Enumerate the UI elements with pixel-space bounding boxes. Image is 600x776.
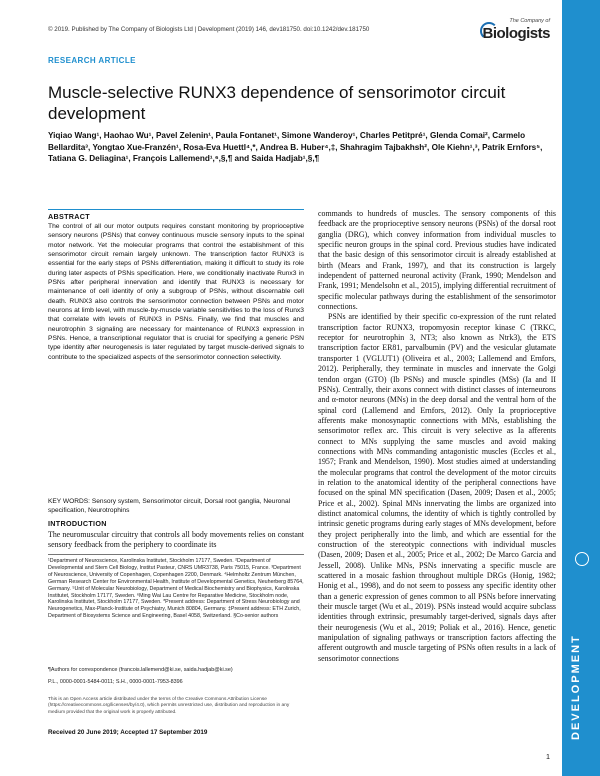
intro-text: The neuromuscular circuitry that controls all body movements relies on constant sensory feedback from the periphery to coordinate its — [48, 530, 304, 550]
affiliations: ¹Department of Neuroscience, Karolinska Institutet, Stockholm 17177, Sweden. ²Department of Developmental and Stem Cell Biology, Institut Pasteur, CNRS UMR3738, Paris 75015, France. ³Department of Neuroscience, University of Copenhagen, Copenhagen 2200, Denmark. ⁴Helmholtz Zentrum München, German Research Center for Environmental Health, Institute of Developmental Genetics, Neuherberg 85764, Germany. ⁵Unit of Molecular Neurobiology, Department of Medical Biochemistry and Biophysics, Karolinska Institutet, Stockholm 17177, Sweden. ⁶Ming Wai Lau Centre for Reparative Medicine, Stockholm node, Karolinska Institutet, Stockholm 17177, Sweden. *Present address: Department of Stress Neurobiology and Neurogenetics, Max-Planck-Institute of Psychiatry, Munich 80804, Germany. ‡Present address: ETH Zurich, Department of Biosystems Science and Engineering, Basel 4058, Switzerland. §Co-senior authors — [48, 558, 304, 620]
open-access-statement: This is an Open Access article distributed under the terms of the Creative Commons Attribution License (https://creativecommons.org/licenses/by/4.0), which permits unrestricted use, distribution and reproduction in any medium provided that the original work is properly attributed. — [48, 697, 290, 715]
logo-big-text: Biologists — [482, 25, 550, 42]
article-type: RESEARCH ARTICLE — [48, 56, 136, 65]
received-dates: Received 20 June 2019; Accepted 17 September 2019 — [48, 729, 208, 736]
orcid-ids[interactable]: P.L., 0000-0001-5484-0011; S.H., 0000-0001-7953-8396 — [48, 679, 183, 685]
abstract-heading: ABSTRACT — [48, 212, 90, 221]
body-paragraph: PSNs are identified by their specific co-expression of the runt related transcription factor RUNX3, tropomyosin receptor kinase C (TRKC, receptor for neurotrophin 3, NT3; also known as Ntrk3), the ETS transcription factor ER81, parvalbumin (PV) and the vesicular glutamate transporter 1 (VGLUT1) (Oliveira et al., 2003; Lallemend and Ernfors, 2012). Peripherally, they terminate in muscles and innervate the Golgi tendon organ (GTO) (Ib PSNs) and muscle spindles (MSs) (Ia and II PSNs). Centrally, their axons connect with distinct classes of interneurons and α-motor neurons (MNs) in the deep dorsal and the ventral horn of the spinal cord (Lallemend and Ernfors, 2012). Only Ia proprioceptive afferents make monosynaptic connections with MNs, establishing the sensorimotor reflex arc. This circuit is very selective as Ia afferents connect to MNs supplying the same muscles and avoid making connections with MNs commanding antagonistic muscles (Eccles et al., 1957; Frank and Mendelson, 1990). Most studies aimed at understanding the molecular programs that control the development of the motor circuits in relation to the anatomical identity of the peripheral connections have focused on the spinal MN specification (Dasen, 2009; Dasen et al., 2005; Price et al., 2002). Spinal MNs innervating the limbs are organized into distinct anatomical columns, the identity of which is tightly controlled by intrinsic genetic programs during early stages of MNs development, before they project peripherally into the limb, and which are essential for the construction of the stereotypic connections with individual muscles (Dasen, 2009; Dasen et al., 2005; Price et al., 2002; De Marco Garcia and Jessell, 2008). Unlike MNs, PSNs innervating a specific muscle are scattered in a mosaic fashion throughout multiple DRGs (Honig, 1982; Honig et al., 1998), and do not seem to possess any specific identity other than a generic expression of genes common to all PSNs before innervating their muscle target (Wu et al., 2019). PSNs instead would acquire subclass identities through extrinsic, presumably target-derived, signals days after their neurogenesis (Wu et al., 2019; Poliak et al., 2016). Hence, genetic manipulation of signaling pathways or transcription factors affecting the afferent outgrowth and muscle targeting of PSNs often results in a lack of sensorimotor connections — [318, 312, 556, 663]
abstract-text: The control of all our motor outputs requires constant monitoring by proprioceptive sensory neurons (PSNs) that convey continuous muscle sensory inputs to the spinal motor network. Yet the molecular programs that control the establishment of this sensorimotor circuit remain largely unknown. The transcription factor RUNX3 is essential for the early steps of PSNs differentiation, making it difficult to study its role during later aspects of PSNs specification. Here, we conditionally inactivate Runx3 in PSNs after peripheral innervation and identify that RUNX3 is necessary for maintenance of cell identity of only a subgroup of PSNs, without discernable cell death. RUNX3 also controls the sensorimotor connection between PSNs and motor neurons at limb level, with muscle-by-muscle variable sensitivities to the loss of Runx3 that correlate with levels of RUNX3 in PSNs. Finally, we find that muscles and neurotrophin 3 signaling are necessary for maintenance of RUNX3 expression in PSNs. Hence, a transcriptional regulator that is crucial for specifying a generic PSN type identity after neurogenesis is later regulated by target muscle-derived signals to contribute to the specialized aspects of the sensorimotor connection selectivity. — [48, 223, 304, 361]
journal-header: © 2019. Published by The Company of Biologists Ltd | Development (2019) 146, dev181750. doi:10.1242/dev.181750 — [48, 26, 370, 33]
journal-sidebar — [562, 0, 600, 776]
logo-small-text: The Company of — [509, 18, 550, 24]
footnote-rule — [48, 554, 304, 555]
intro-heading: INTRODUCTION — [48, 519, 107, 528]
body-column-right — [318, 209, 556, 664]
body-paragraph: commands to hundreds of muscles. The sensory components of this feedback are the proprioceptive sensory neurons (PSNs) of the dorsal root ganglia (DRG), which convey information from individual muscles to specific neuron groups in the spinal cord. Previous studies have indicated that the basic design of this sensorimotor circuit is already established at birth (Mears and Frank, 1997), and that its construction is largely independent of patterned neuronal activity (Frank, 1990; Mendelson and Frank, 1991; Mendelsohn et al., 2015), implying differential recruitment of specific molecular pathways during the establishment of the sensorimotor connections. — [318, 209, 556, 312]
keywords: KEY WORDS: Sensory system, Sensorimotor circuit, Dorsal root ganglia, Neuronal specification, Neurotrophins — [48, 498, 291, 515]
sidebar-label: DEVELOPMENT — [570, 634, 582, 740]
publisher-logo[interactable] — [480, 18, 550, 48]
page-number: 1 — [546, 752, 550, 761]
correspondence[interactable]: ¶Authors for correspondence (francois.lallemend@ki.se, saida.hadjab@ki.se) — [48, 667, 233, 673]
author-list: Yiqiao Wang¹, Haohao Wu¹, Pavel Zelenin¹, Paula Fontanet¹, Simone Wanderoy¹, Charles Petitpré¹, Glenda Comai², Carmelo Bellardita³, Yongtao Xue-Franzén¹, Rosa-Eva Huettl⁴,*, Andrea B. Huber⁴,‡, Shahragim Tajbakhsh², Ole Kiehn¹,³, Patrik Ernfors⁵, Tatiana G. Deliagina¹, François Lallemend¹,⁶,§,¶ and Saida Hadjab¹,§,¶ — [48, 131, 543, 164]
open-access-mark-icon — [575, 552, 589, 566]
article-title: Muscle-selective RUNX3 dependence of sensorimotor circuit development — [48, 83, 506, 123]
